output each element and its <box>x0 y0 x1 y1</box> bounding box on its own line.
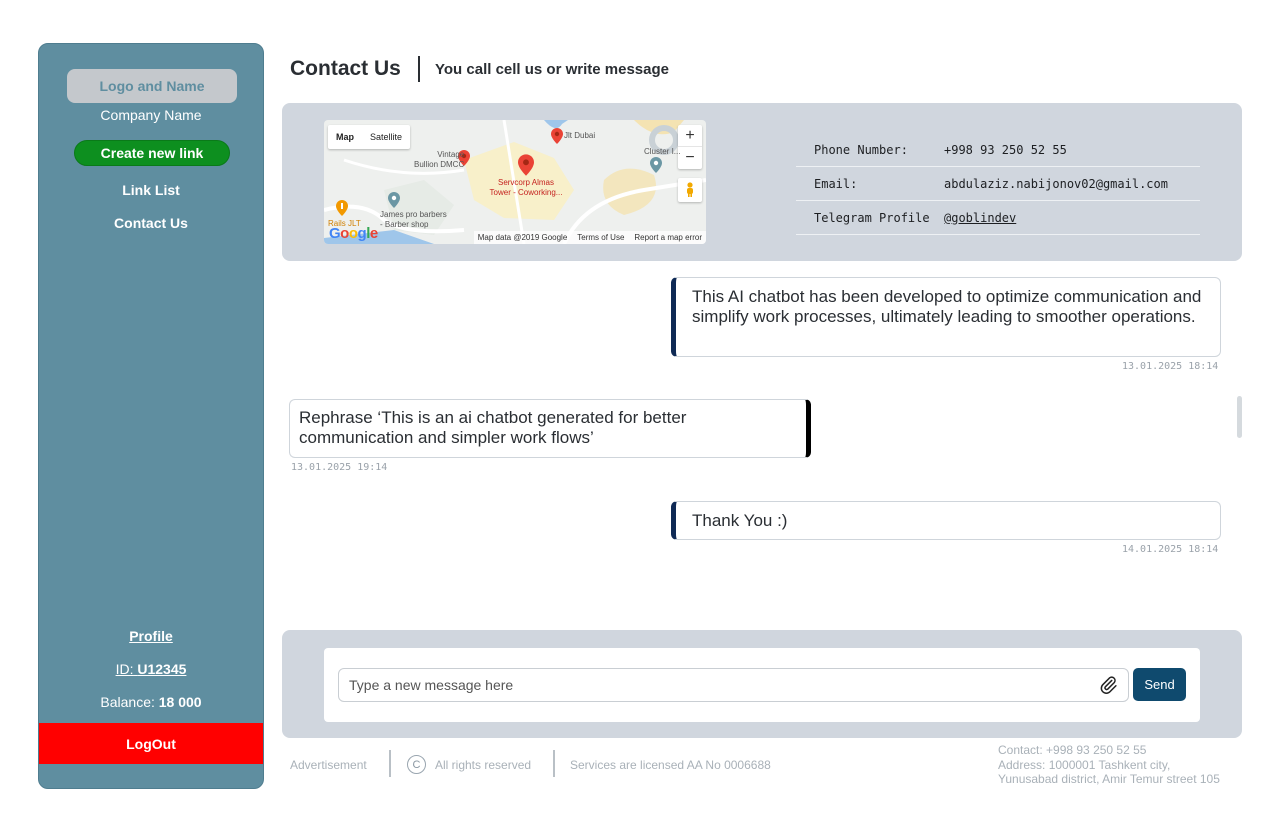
telegram-label: Telegram Profile <box>814 210 930 225</box>
contact-row-telegram <box>796 201 1200 235</box>
chat-scrollbar[interactable] <box>1237 396 1242 438</box>
footer-license: Services are licensed AA No 0006688 <box>570 758 771 772</box>
company-name: Company Name <box>100 107 202 123</box>
map-widget[interactable] <box>324 120 706 244</box>
message-timestamp: 13.01.2025 19:14 <box>291 462 388 473</box>
map-place-pin-icon[interactable] <box>650 157 662 173</box>
map-label-vintage <box>414 150 465 170</box>
page-title: Contact Us <box>290 57 401 80</box>
message-timestamp: 13.01.2025 18:14 <box>1122 361 1219 372</box>
message-bubble-incoming: Rephrase ‘This is an ai chatbot generated for better communication and simpler work flows’ <box>289 399 811 458</box>
zoom-in-button[interactable]: + <box>678 125 702 147</box>
contact-info-panel <box>282 103 1242 261</box>
map-label-servcorp-line2: Tower - Coworking... <box>489 188 563 197</box>
map-label-vintage-line1: Vintage <box>437 150 465 159</box>
footer-divider <box>389 750 391 777</box>
balance-value: 18 000 <box>158 694 202 710</box>
composer-card <box>324 648 1200 722</box>
map-label-james-line1: James pro barbers <box>380 210 447 219</box>
footer-rights: All rights reserved <box>435 758 532 772</box>
message-timestamp: 14.01.2025 18:14 <box>1122 544 1219 555</box>
restaurant-pin-icon[interactable] <box>336 200 348 216</box>
profile-link[interactable]: Profile <box>129 628 173 644</box>
map-label-servcorp-line1: Servcorp Almas <box>497 178 555 187</box>
map-attribution <box>474 231 706 244</box>
map-place-pin-icon[interactable] <box>388 192 400 208</box>
map-report-error-link[interactable]: Report a map error <box>634 233 702 242</box>
sidebar <box>38 43 264 789</box>
logo-and-name[interactable]: Logo and Name <box>67 69 237 103</box>
paperclip-icon[interactable] <box>1098 675 1118 695</box>
footer-contact-address-2: Yunusabad district, Amir Temur street 105 <box>998 772 1220 786</box>
user-id-label: ID: <box>115 661 134 677</box>
title-divider <box>418 56 420 82</box>
map-label-servcorp <box>484 178 568 198</box>
street-view-pegman-icon[interactable] <box>678 178 702 202</box>
footer-contact-address: Address: 1000001 Tashkent city, <box>998 757 1171 772</box>
map-label-cluster: Cluster I... <box>644 147 681 156</box>
composer-panel <box>282 630 1242 738</box>
map-label-james <box>380 210 447 230</box>
map-pin-icon[interactable] <box>551 128 563 144</box>
copyright-icon: C <box>407 755 426 774</box>
map-label-vintage-line2: Bullion DMCC <box>414 160 465 169</box>
balance <box>39 694 263 710</box>
zoom-out-button[interactable]: − <box>685 149 695 166</box>
main-location-pin-icon[interactable] <box>518 154 534 176</box>
map-data-credit: Map data @2019 Google <box>477 233 568 242</box>
sidebar-item-contact-us[interactable]: Contact Us <box>114 215 188 231</box>
map-label-james-line2: - Barber shop <box>380 220 429 229</box>
zoom-controls <box>678 125 702 169</box>
footer-divider <box>553 750 555 777</box>
page-subtitle: You call cell us or write message <box>435 61 669 78</box>
map-tab-satellite[interactable]: Satellite <box>370 132 403 142</box>
message-bubble-outgoing: Thank You :) <box>671 501 1221 540</box>
sidebar-item-link-list[interactable]: Link List <box>122 182 180 198</box>
map-terms-link[interactable]: Terms of Use <box>577 233 625 242</box>
user-id-value: U12345 <box>137 661 187 677</box>
balance-label: Balance: <box>100 694 155 710</box>
contact-details-table <box>796 133 1200 235</box>
footer-advertisement[interactable]: Advertisement <box>290 758 367 772</box>
footer-contact-phone: Contact: +998 93 250 52 55 <box>998 743 1147 757</box>
footer-contact <box>998 743 1220 787</box>
map-label-jlt-dubai: Jlt Dubai <box>564 131 596 140</box>
phone-value[interactable]: +998 93 250 52 55 <box>944 142 1067 157</box>
phone-label: Phone Number: <box>814 142 908 157</box>
message-input[interactable] <box>338 668 1129 702</box>
map-type-tabs <box>328 125 410 149</box>
user-id <box>39 661 263 677</box>
contact-row-phone <box>796 133 1200 167</box>
create-new-link-button[interactable]: Create new link <box>74 140 230 166</box>
email-value[interactable]: abdulaziz.nabijonov02@gmail.com <box>944 176 1168 191</box>
message-bubble-outgoing: This AI chatbot has been developed to optimize communication and simplify work processes, ultimately leading to smoother operations. <box>671 277 1221 357</box>
send-button[interactable]: Send <box>1133 668 1186 701</box>
telegram-link[interactable]: @goblindev <box>944 210 1017 225</box>
logout-button[interactable]: LogOut <box>39 723 263 764</box>
google-logo: Google <box>329 225 378 242</box>
contact-row-email <box>796 167 1200 201</box>
map-tab-map[interactable]: Map <box>336 132 354 142</box>
map-label-rails: Rails JLT <box>328 219 361 228</box>
email-label: Email: <box>814 176 858 191</box>
